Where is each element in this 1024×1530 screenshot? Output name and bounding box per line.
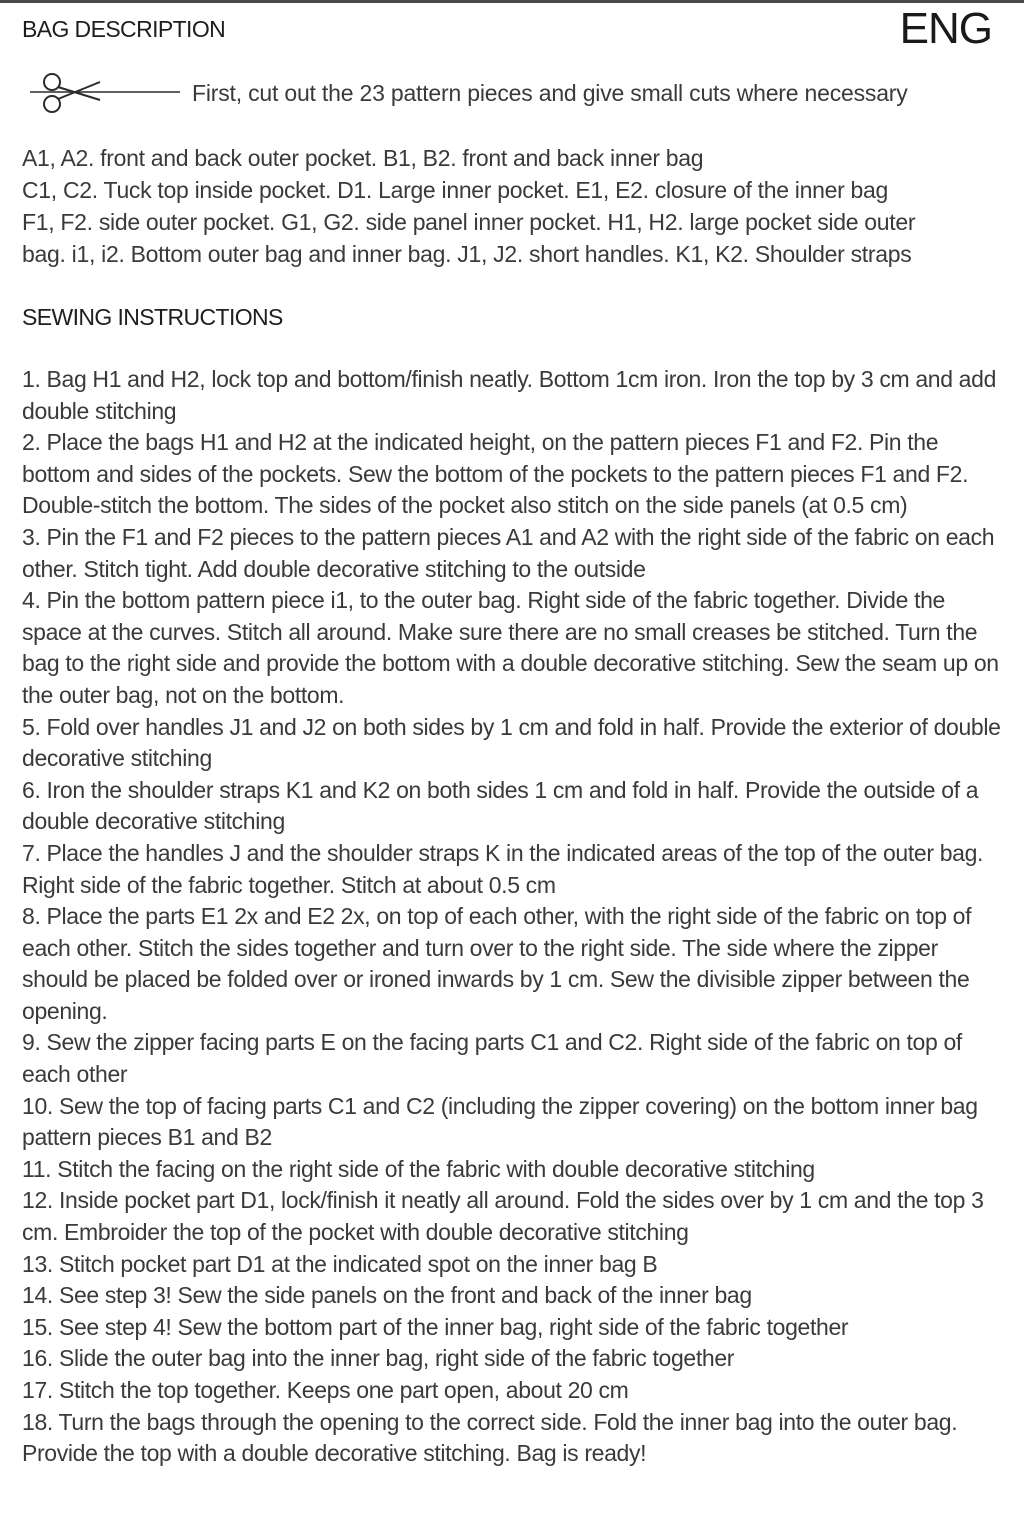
sewing-step: 13. Stitch pocket part D1 at the indicated spot on the inner bag B — [22, 1250, 658, 1277]
sewing-step: 2. Place the bags H1 and H2 at the indicated height, on the pattern pieces F1 and F2. Pin the bottom and sides of the pockets. Sew the bottom of the pockets to the pattern pieces F1 and F2. Double-stitch the bottom. The sides of the pocket also stitch on the side panels (at 0.5 cm) — [22, 429, 969, 519]
sewing-step: 18. Turn the bags through the opening to the correct side. Fold the inner bag into the outer bag. Provide the top with a double decorative stitching. Bag is ready! — [22, 1408, 958, 1467]
scissors-icon — [30, 70, 190, 118]
pattern-pieces-line: A1, A2. front and back outer pocket. B1, B2. front and back inner bag — [22, 145, 704, 171]
sewing-step: 4. Pin the bottom pattern piece i1, to the outer bag. Right side of the fabric together. Divide the space at the curves. Stitch all around. Make sure there are no small creases be stitched. Turn the bag to the right side and provide the bottom with a double decorative stitching. Sew the seam up on the outer bag, not on the bottom. — [22, 587, 999, 708]
section-title-sewing: SEWING INSTRUCTIONS — [22, 304, 283, 330]
sewing-step: 6. Iron the shoulder straps K1 and K2 on both sides 1 cm and fold in half. Provide the outside of a double decorative stitching — [22, 776, 979, 835]
sewing-step: 10. Sew the top of facing parts C1 and C2 (including the zipper covering) on the bottom inner bag pattern pieces B1 and B2 — [22, 1092, 978, 1151]
cut-instruction-text: First, cut out the 23 pattern pieces and give small cuts where necessary — [192, 80, 908, 106]
sewing-step: 16. Slide the outer bag into the inner bag, right side of the fabric together — [22, 1345, 735, 1372]
pattern-pieces-line: C1, C2. Tuck top inside pocket. D1. Large inner pocket. E1, E2. closure of the inner bag — [22, 177, 888, 203]
sewing-step: 9. Sew the zipper facing parts E on the facing parts C1 and C2. Right side of the fabric on top of each other — [22, 1029, 962, 1088]
sewing-step: 1. Bag H1 and H2, lock top and bottom/finish neatly. Bottom 1cm iron. Iron the top by 3 cm and add double stitching — [22, 366, 997, 424]
language-code: ENG — [899, 4, 992, 53]
sewing-step: 5. Fold over handles J1 and J2 on both sides by 1 cm and fold in half. Provide the exterior of double decorative stitching — [22, 713, 1001, 772]
pattern-pieces-list — [22, 142, 1007, 270]
sewing-step: 7. Place the handles J and the shoulder straps K in the indicated areas of the top of the outer bag. Right side of the fabric together. Stitch at about 0.5 cm — [22, 839, 984, 898]
pattern-pieces-line: F1, F2. side outer pocket. G1, G2. side panel inner pocket. H1, H2. large pocket side outer — [22, 209, 916, 235]
pattern-pieces-line: bag. i1, i2. Bottom outer bag and inner bag. J1, J2. short handles. K1, K2. Shoulder straps — [22, 241, 912, 267]
sewing-step: 15. See step 4! Sew the bottom part of the inner bag, right side of the fabric together — [22, 1313, 849, 1340]
sewing-step: 14. See step 3! Sew the side panels on the front and back of the inner bag — [22, 1282, 752, 1309]
top-rule — [0, 0, 1024, 3]
page-title: BAG DESCRIPTION — [22, 16, 226, 42]
sewing-step: 12. Inside pocket part D1, lock/finish it neatly all around. Fold the sides over by 1 cm and the top 3 cm. Embroider the top of the pocket with double decorative stitching — [22, 1187, 984, 1246]
sewing-step: 11. Stitch the facing on the right side of the fabric with double decorative stitching — [22, 1155, 815, 1182]
sewing-step: 3. Pin the F1 and F2 pieces to the pattern pieces A1 and A2 with the right side of the fabric on each other. Stitch tight. Add double decorative stitching to the outside — [22, 523, 995, 582]
sewing-step: 8. Place the parts E1 2x and E2 2x, on top of each other, with the right side of the fabric on top of each other. Stitch the sides together and turn over to the right side. The side where the zipper should be placed be folded over or ironed inwards by 1 cm. Sew the divisible zipper between the opening. — [22, 903, 972, 1024]
cut-instruction — [22, 70, 1002, 118]
sewing-steps-list — [22, 364, 1007, 1470]
sewing-step: 17. Stitch the top together. Keeps one part open, about 20 cm — [22, 1377, 629, 1403]
